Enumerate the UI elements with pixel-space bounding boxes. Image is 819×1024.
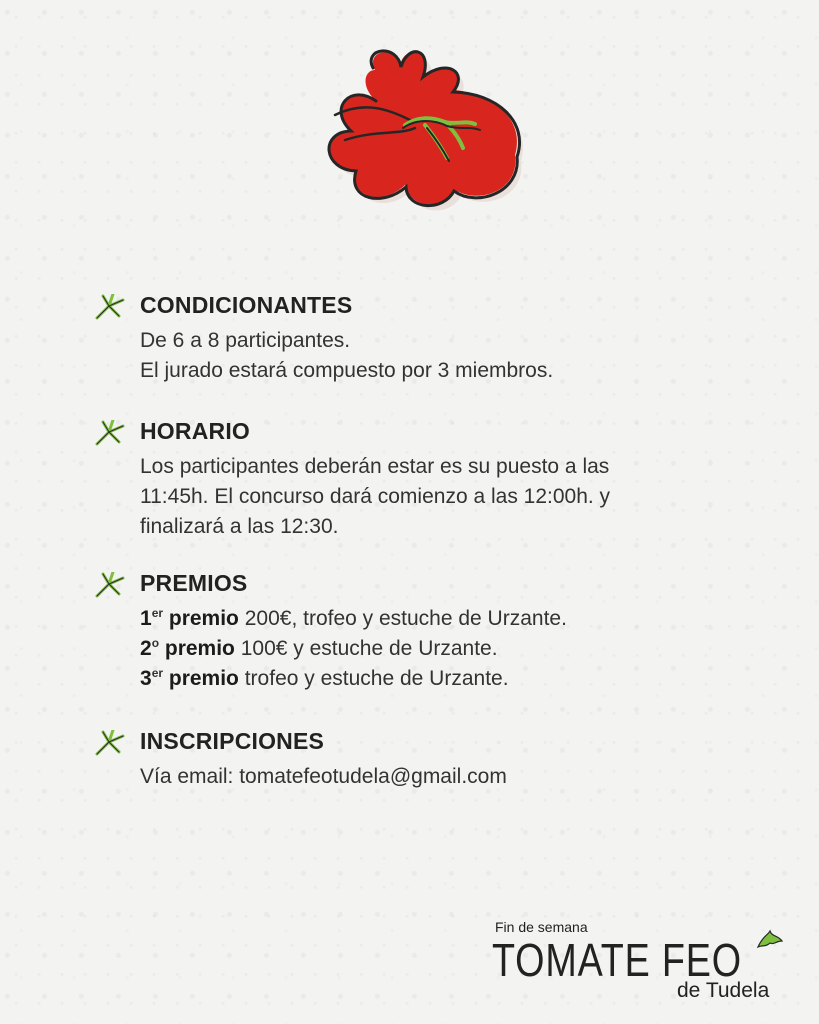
tomato-sprig-icon [95, 730, 125, 756]
section-inscripciones [95, 728, 755, 792]
text-line: Los participantes deberán estar es su puesto a las [140, 455, 610, 478]
prize-ordinal: er [151, 666, 164, 680]
prize-label: premio [159, 637, 235, 660]
prize-line [140, 664, 755, 694]
prize-number: 2 [140, 637, 152, 660]
prize-text: trofeo y estuche de Urzante. [238, 667, 509, 690]
section-title: PREMIOS [140, 570, 248, 596]
email-line: Vía email: tomatefeotudela@gmail.com [140, 765, 507, 788]
prize-ordinal: o [151, 636, 160, 650]
text-line: De 6 a 8 participantes. [140, 329, 351, 352]
leaf-icon [754, 927, 784, 951]
logo-title: TOMATE FEO [492, 934, 742, 986]
prize-text: 200€, trofeo y estuche de Urzante. [238, 607, 567, 630]
prize-number: 3 [140, 667, 152, 690]
prize-line [140, 604, 755, 634]
prize-label: premio [163, 607, 239, 630]
tomato-sprig-icon [95, 420, 125, 446]
section-title: INSCRIPCIONES [140, 728, 325, 754]
tomato-icon [305, 40, 530, 215]
prize-ordinal: er [151, 606, 164, 620]
logo-tagline: Fin de semana [495, 919, 588, 935]
section-horario [95, 418, 755, 542]
prize-line [140, 634, 755, 664]
prize-number: 1 [140, 607, 152, 630]
section-condicionantes [95, 292, 755, 386]
section-premios [95, 570, 755, 694]
text-line: El jurado estará compuesto por 3 miembros. [140, 359, 554, 382]
tomate-feo-logo [492, 915, 792, 1010]
section-title: HORARIO [140, 418, 251, 444]
text-line: finalizará a las 12:30. [140, 515, 339, 538]
tomato-sprig-icon [95, 294, 125, 320]
logo-subtitle: de Tudela [677, 979, 770, 1002]
section-title: CONDICIONANTES [140, 292, 353, 318]
prize-label: premio [163, 667, 239, 690]
prize-text: 100€ y estuche de Urzante. [234, 637, 498, 660]
text-line: 11:45h. El concurso dará comienzo a las 12:00h. y [140, 485, 611, 508]
tomato-sprig-icon [95, 572, 125, 598]
